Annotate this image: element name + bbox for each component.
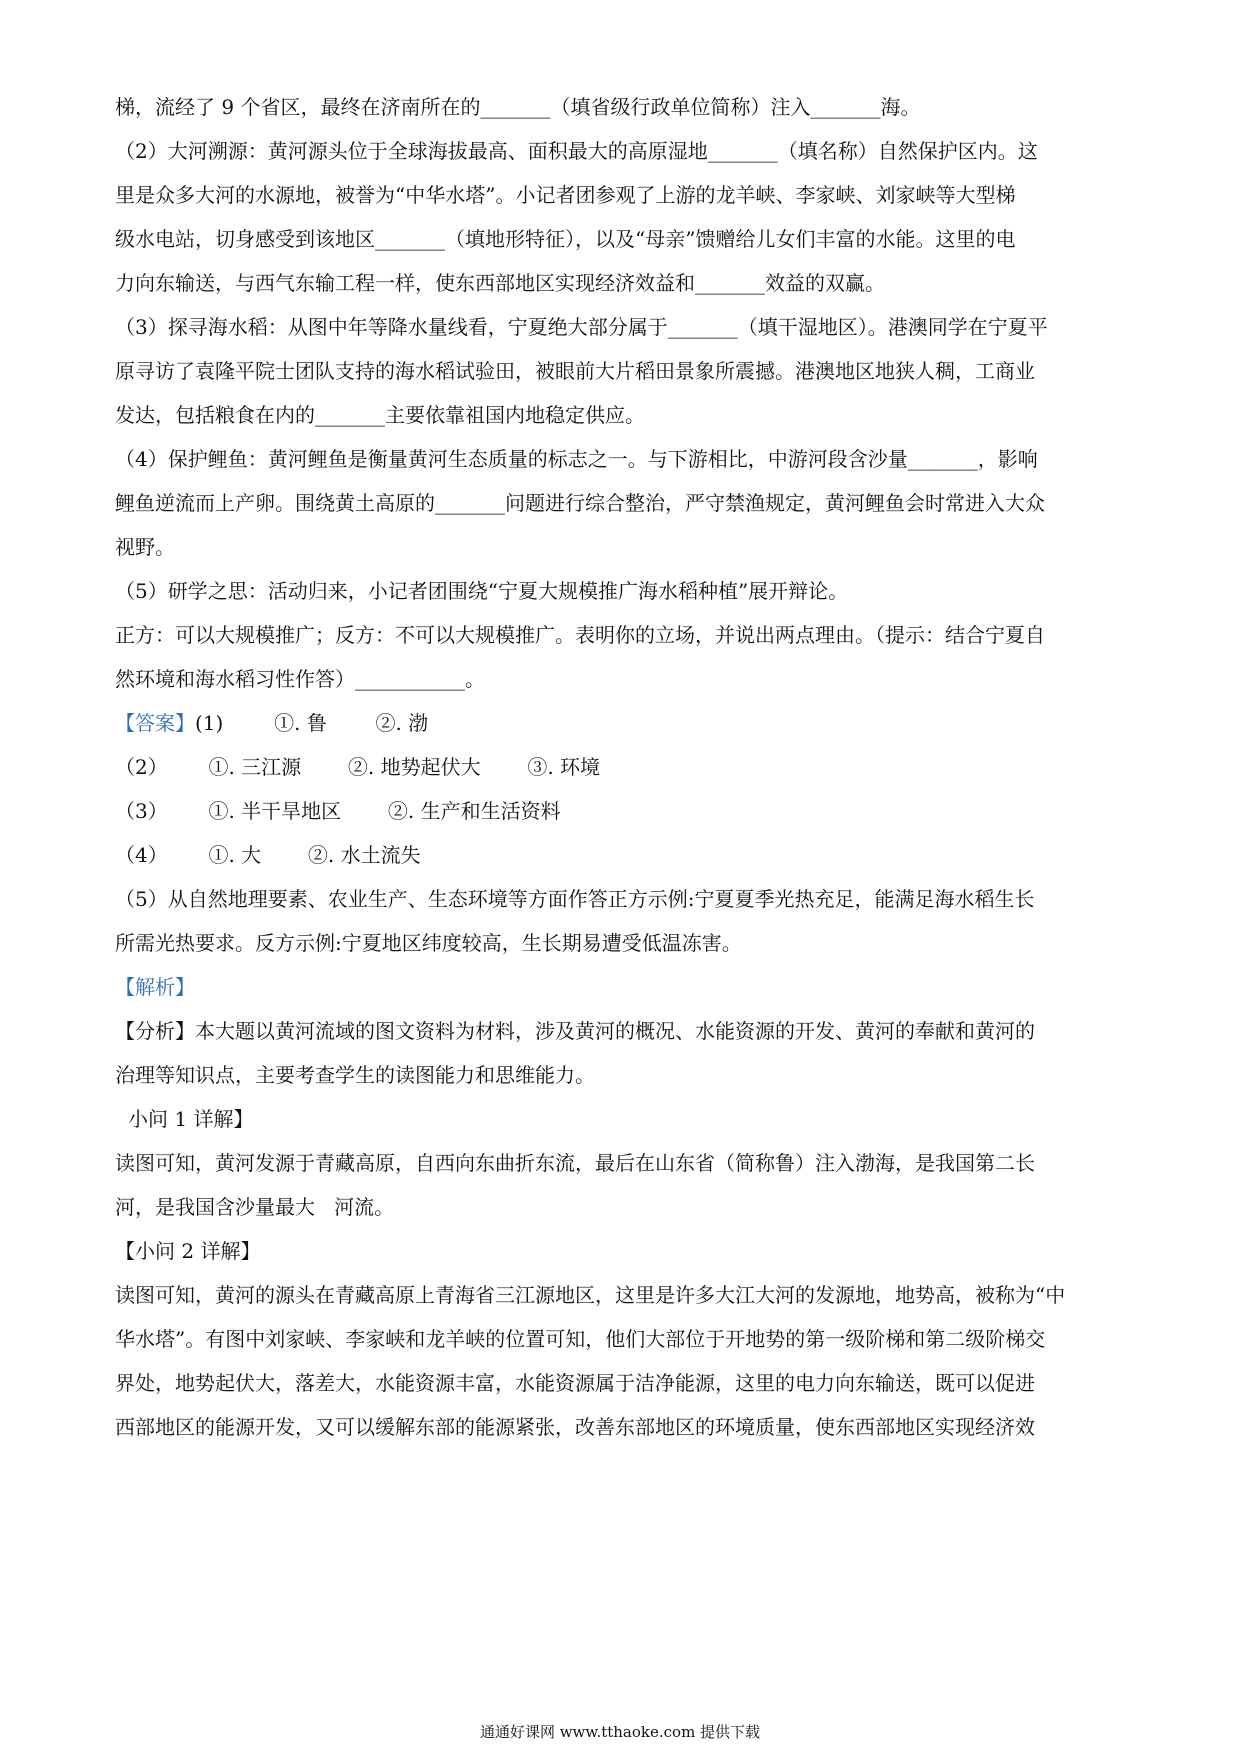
answer-part: ③. 环境 — [527, 755, 601, 779]
sub-question-1-text: 河，是我国含沙量最大 河流。 — [115, 1195, 395, 1219]
question-text-line: 里是众多大河的水源地，被誉为“中华水塔”。小记者团参观了上游的龙羊峡、李家峡、刘家峡等大型梯 — [115, 183, 1016, 207]
answer-part: ②. 地势起伏大 — [347, 755, 481, 779]
sub-question-2-heading: 【小问 2 详解】 — [115, 1239, 261, 1263]
answer-row-1 — [115, 708, 1135, 738]
answer-part: ②. 生产和生活资料 — [387, 799, 561, 823]
answer-part: ②. 水土流失 — [307, 843, 421, 867]
question-text-line: 级水电站，切身感受到该地区_______（填地形特征），以及“母亲”馈赠给儿女们丰富的水能。这里的电 — [115, 227, 1016, 251]
answer-number: （3） — [115, 799, 168, 823]
answer-row-2 — [115, 752, 1135, 782]
question-text-line: 力向东输送，与西气东输工程一样，使东西部地区实现经济效益和_______效益的双赢。 — [115, 271, 885, 295]
question-3-text: （3）探寻海水稻：从图中年等降水量线看，宁夏绝大部分属于_______（填干湿地区）。港澳同学在宁夏平 — [115, 315, 1048, 339]
sub-question-1-heading: 小问 1 详解】 — [128, 1107, 254, 1131]
sub-question-2-text: 华水塔”。有图中刘家峡、李家峡和龙羊峡的位置可知，他们大部位于开地势的第一级阶梯和第二级阶梯交 — [115, 1327, 1046, 1351]
answer-part: ①. 三江源 — [208, 755, 302, 779]
answer-label: 【答案】 — [115, 711, 195, 735]
answer-row-3 — [115, 796, 1135, 826]
answer-5-text: 所需光热要求。反方示例:宁夏地区纬度较高，生长期易遭受低温冻害。 — [115, 931, 742, 955]
answer-part: ②. 渤 — [375, 711, 429, 735]
question-2-text: （2）大河溯源：黄河源头位于全球海拔最高、面积最大的高原湿地_______（填名称）自然保护区内。这 — [115, 139, 1038, 163]
question-text-line: 发达，包括粮食在内的_______主要依靠祖国内地稳定供应。 — [115, 403, 645, 427]
question-text-line: 原寻访了袁隆平院士团队支持的海水稻试验田，被眼前大片稻田景象所震撼。港澳地区地狭人稠，工商业 — [115, 359, 1035, 383]
question-5-text: （5）研学之思：活动归来，小记者团围绕“宁夏大规模推广海水稻种植”展开辩论。 — [115, 579, 849, 603]
question-text-line: 梯，流经了 9 个省区，最终在济南所在的_______（填省级行政单位简称）注入_______海。 — [115, 95, 921, 119]
question-text-line: 然环境和海水稻习性作答）___________。 — [115, 667, 485, 691]
sub-question-2-text: 西部地区的能源开发，又可以缓解东部的能源紧张，改善东部地区的环境质量，使东西部地区实现经济效 — [115, 1415, 1035, 1439]
answer-part: ①. 大 — [208, 843, 262, 867]
analysis-label: 【解析】 — [115, 975, 195, 999]
sub-question-2-text: 界处，地势起伏大，落差大，水能资源丰富，水能资源属于洁净能源，这里的电力向东输送，既可以促进 — [115, 1371, 1035, 1395]
footer-download-credit: 通通好课网 www.tthaoke.com 提供下载 — [479, 1723, 761, 1741]
answer-5-text: （5）从自然地理要素、农业生产、生态环境等方面作答正方示例:宁夏夏季光热充足，能满足海水稻生长 — [115, 887, 1035, 911]
answer-row-4 — [115, 840, 1135, 870]
sub-question-1-text: 读图可知，黄河发源于青藏高原，自西向东曲折东流，最后在山东省（简称鲁）注入渤海，是我国第二长 — [115, 1151, 1035, 1175]
sub-question-2-text: 读图可知，黄河的源头在青藏高原上青海省三江源地区，这里是许多大江大河的发源地，地势高，被称为“中 — [115, 1283, 1066, 1307]
answer-part: ①. 鲁 — [274, 711, 327, 735]
answer-part: ①. 半干旱地区 — [208, 799, 342, 823]
answer-number: （2） — [115, 755, 168, 779]
question-text-line: 视野。 — [115, 535, 175, 559]
analysis-summary: 【分析】本大题以黄河流域的图文资料为材料，涉及黄河的概况、水能资源的开发、黄河的奉献和黄河的 — [115, 1019, 1035, 1043]
question-text-line: 鲤鱼逆流而上产卵。围绕黄土高原的_______问题进行综合整治，严守禁渔规定，黄河鲤鱼会时常进入大众 — [115, 491, 1045, 515]
answer-number: （4） — [115, 843, 168, 867]
question-text-line: 正方：可以大规模推广；反方：不可以大规模推广。表明你的立场，并说出两点理由。（提示：结合宁夏自 — [115, 623, 1045, 647]
answer-number: (1) — [195, 711, 224, 735]
question-4-text: （4）保护鲤鱼：黄河鲤鱼是衡量黄河生态质量的标志之一。与下游相比，中游河段含沙量_______，影响 — [115, 447, 1038, 471]
analysis-summary: 治理等知识点，主要考查学生的读图能力和思维能力。 — [115, 1063, 595, 1087]
